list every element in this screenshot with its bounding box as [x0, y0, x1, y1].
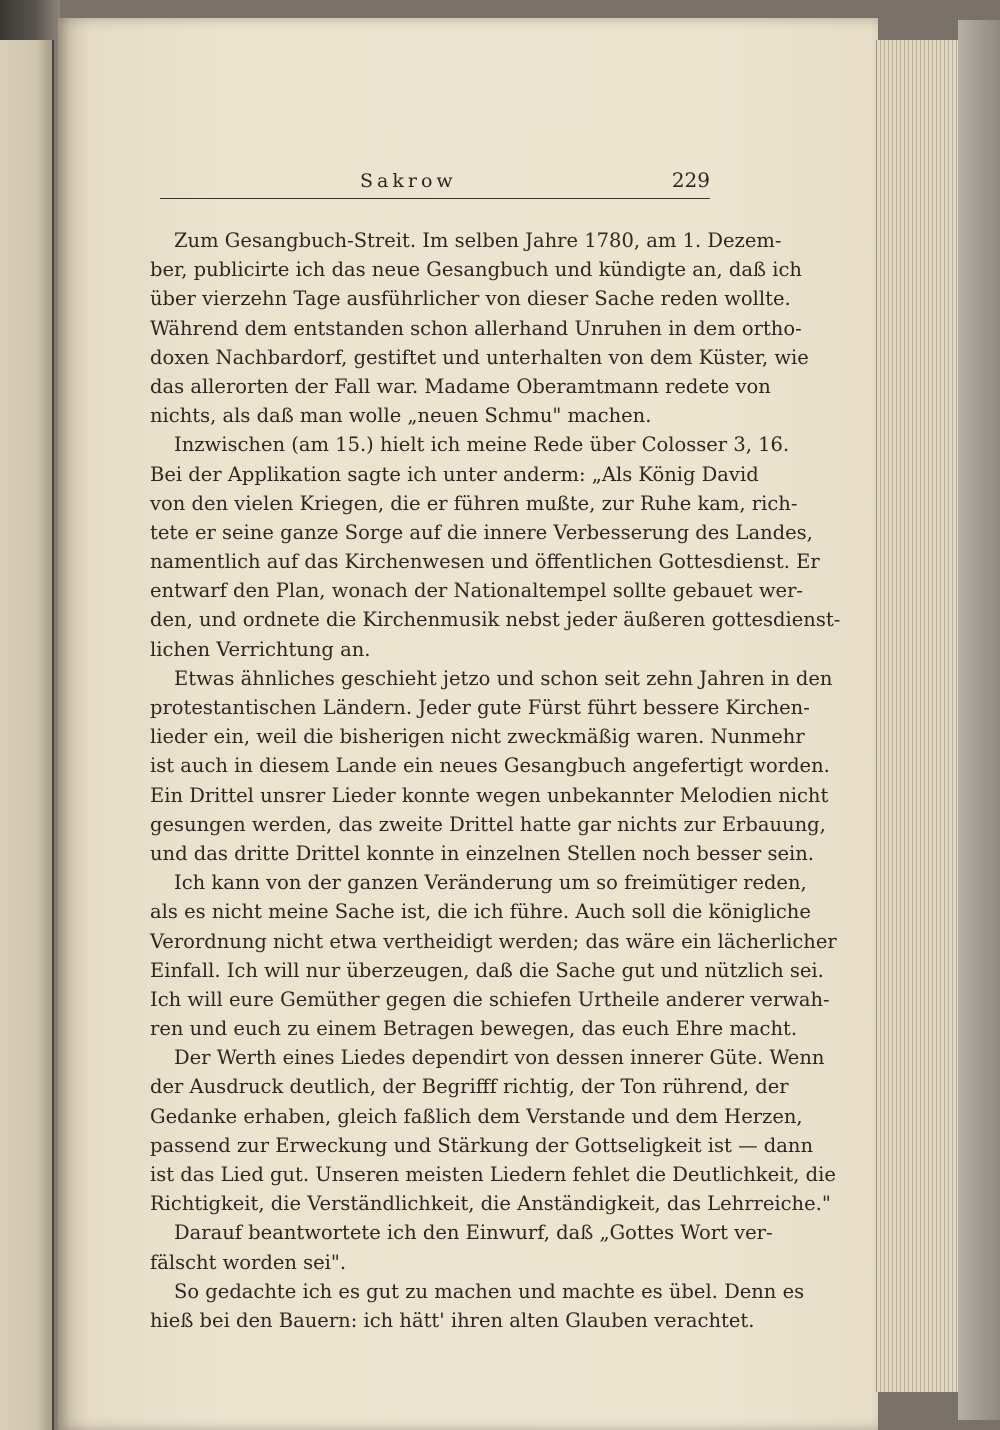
text-line: Ein Drittel unsrer Lieder konnte wegen unbekannter Melodien nicht [150, 783, 829, 807]
text-line: hieß bei den Bauern: ich hätt' ihren alten Glauben verachtet. [150, 1308, 755, 1332]
page-header [160, 168, 720, 198]
header-rule [160, 198, 710, 199]
text-line: fälscht worden sei". [150, 1250, 347, 1274]
text-line: protestantischen Ländern. Jeder gute Fürst führt bessere Kirchen- [150, 696, 810, 719]
text-line: Einfall. Ich will nur überzeugen, daß die Sache gut und nützlich sei. [150, 958, 824, 982]
text-line: als es nicht meine Sache ist, die ich führe. Auch soll die königliche [150, 900, 811, 924]
text-line: ist das Lied gut. Unseren meisten Liedern fehlet die Deutlichkeit, die [150, 1163, 836, 1186]
text-line: Während dem entstanden schon allerhand Unruhen in dem ortho- [150, 316, 802, 340]
text-line: Gedanke erhaben, gleich faßlich dem Verstande und dem Herzen, [150, 1104, 803, 1128]
text-line: namentlich auf das Kirchenwesen und öffentlichen Gottesdienst. Er [150, 550, 820, 574]
text-line: und das dritte Drittel konnte in einzelnen Stellen noch besser sein. [150, 841, 815, 865]
text-line: nichts, als daß man wolle „neuen Schmu" machen. [150, 404, 652, 428]
page-number: 229 [671, 168, 710, 192]
text-line: Richtigkeit, die Verständlichkeit, die Anständigkeit, das Lehrreiche." [150, 1192, 831, 1216]
text-line: Ich will eure Gemüther gegen die schiefen Urtheile anderer verwah- [150, 987, 830, 1011]
text-line: tete er seine ganze Sorge auf die innere Verbesserung des Landes, [150, 520, 813, 544]
text-line: ist auch in diesem Lande ein neues Gesangbuch angefertigt worden. [150, 754, 830, 778]
text-line: Inzwischen (am 15.) hielt ich meine Rede über Colosser 3, 16. [174, 433, 790, 457]
text-line: gesungen werden, das zweite Drittel hatte gar nichts zur Erbauung, [150, 812, 826, 836]
text-line: Bei der Applikation sagte ich unter anderm: „Als König David [150, 462, 759, 486]
text-line: von den vielen Kriegen, die er führen mußte, zur Ruhe kam, rich- [150, 491, 798, 515]
text-line: doxen Nachbardorf, gestiftet und unterhalten von dem Küster, wie [150, 345, 809, 369]
text-line: lichen Verrichtung an. [150, 637, 371, 661]
book-cover-edge [958, 20, 1000, 1420]
text-line: den, und ordnete die Kirchenmusik nebst jeder äußeren gottesdienst- [150, 608, 841, 632]
text-line: der Ausdruck deutlich, der Begrifff richtig, der Ton rührend, der [150, 1075, 789, 1099]
body-text [150, 226, 841, 1335]
page-stack-edge [876, 40, 961, 1392]
text-line: lieder ein, weil die bisherigen nicht zweckmäßig waren. Nunmehr [150, 725, 805, 749]
text-line: Zum Gesangbuch-Streit. Im selben Jahre 1780, am 1. Dezem- [174, 229, 782, 252]
text-line: Etwas ähnliches geschieht jetzo und schon seit zehn Jahren in den [174, 666, 833, 690]
text-line: So gedachte ich es gut zu machen und machte es übel. Denn es [174, 1279, 805, 1303]
text-line: Der Werth eines Liedes dependirt von dessen innerer Güte. Wenn [174, 1046, 825, 1070]
text-line: Darauf beantwortete ich den Einwurf, daß „Gottes Wort ver- [174, 1221, 773, 1245]
text-line: passend zur Erweckung und Stärkung der Gottseligkeit ist — dann [150, 1133, 813, 1157]
text-line: Ich kann von der ganzen Veränderung um so freimütiger reden, [174, 871, 807, 895]
text-line: ren und euch zu einem Betragen bewegen, das euch Ehre macht. [150, 1017, 798, 1041]
running-head: Sakrow [360, 170, 457, 192]
text-line: das allerorten der Fall war. Madame Oberamtmann redete von [150, 374, 771, 398]
text-line: entwarf den Plan, wonach der Nationaltempel sollte gebauet wer- [150, 579, 803, 603]
text-line: Verordnung nicht etwa vertheidigt werden; das wäre ein lächerlicher [150, 929, 837, 953]
text-line: über vierzehn Tage ausführlicher von dieser Sache reden wollte. [150, 287, 791, 311]
text-line: ber, publicirte ich das neue Gesangbuch und kündigte an, daß ich [150, 258, 802, 282]
previous-page-edge [0, 40, 54, 1430]
